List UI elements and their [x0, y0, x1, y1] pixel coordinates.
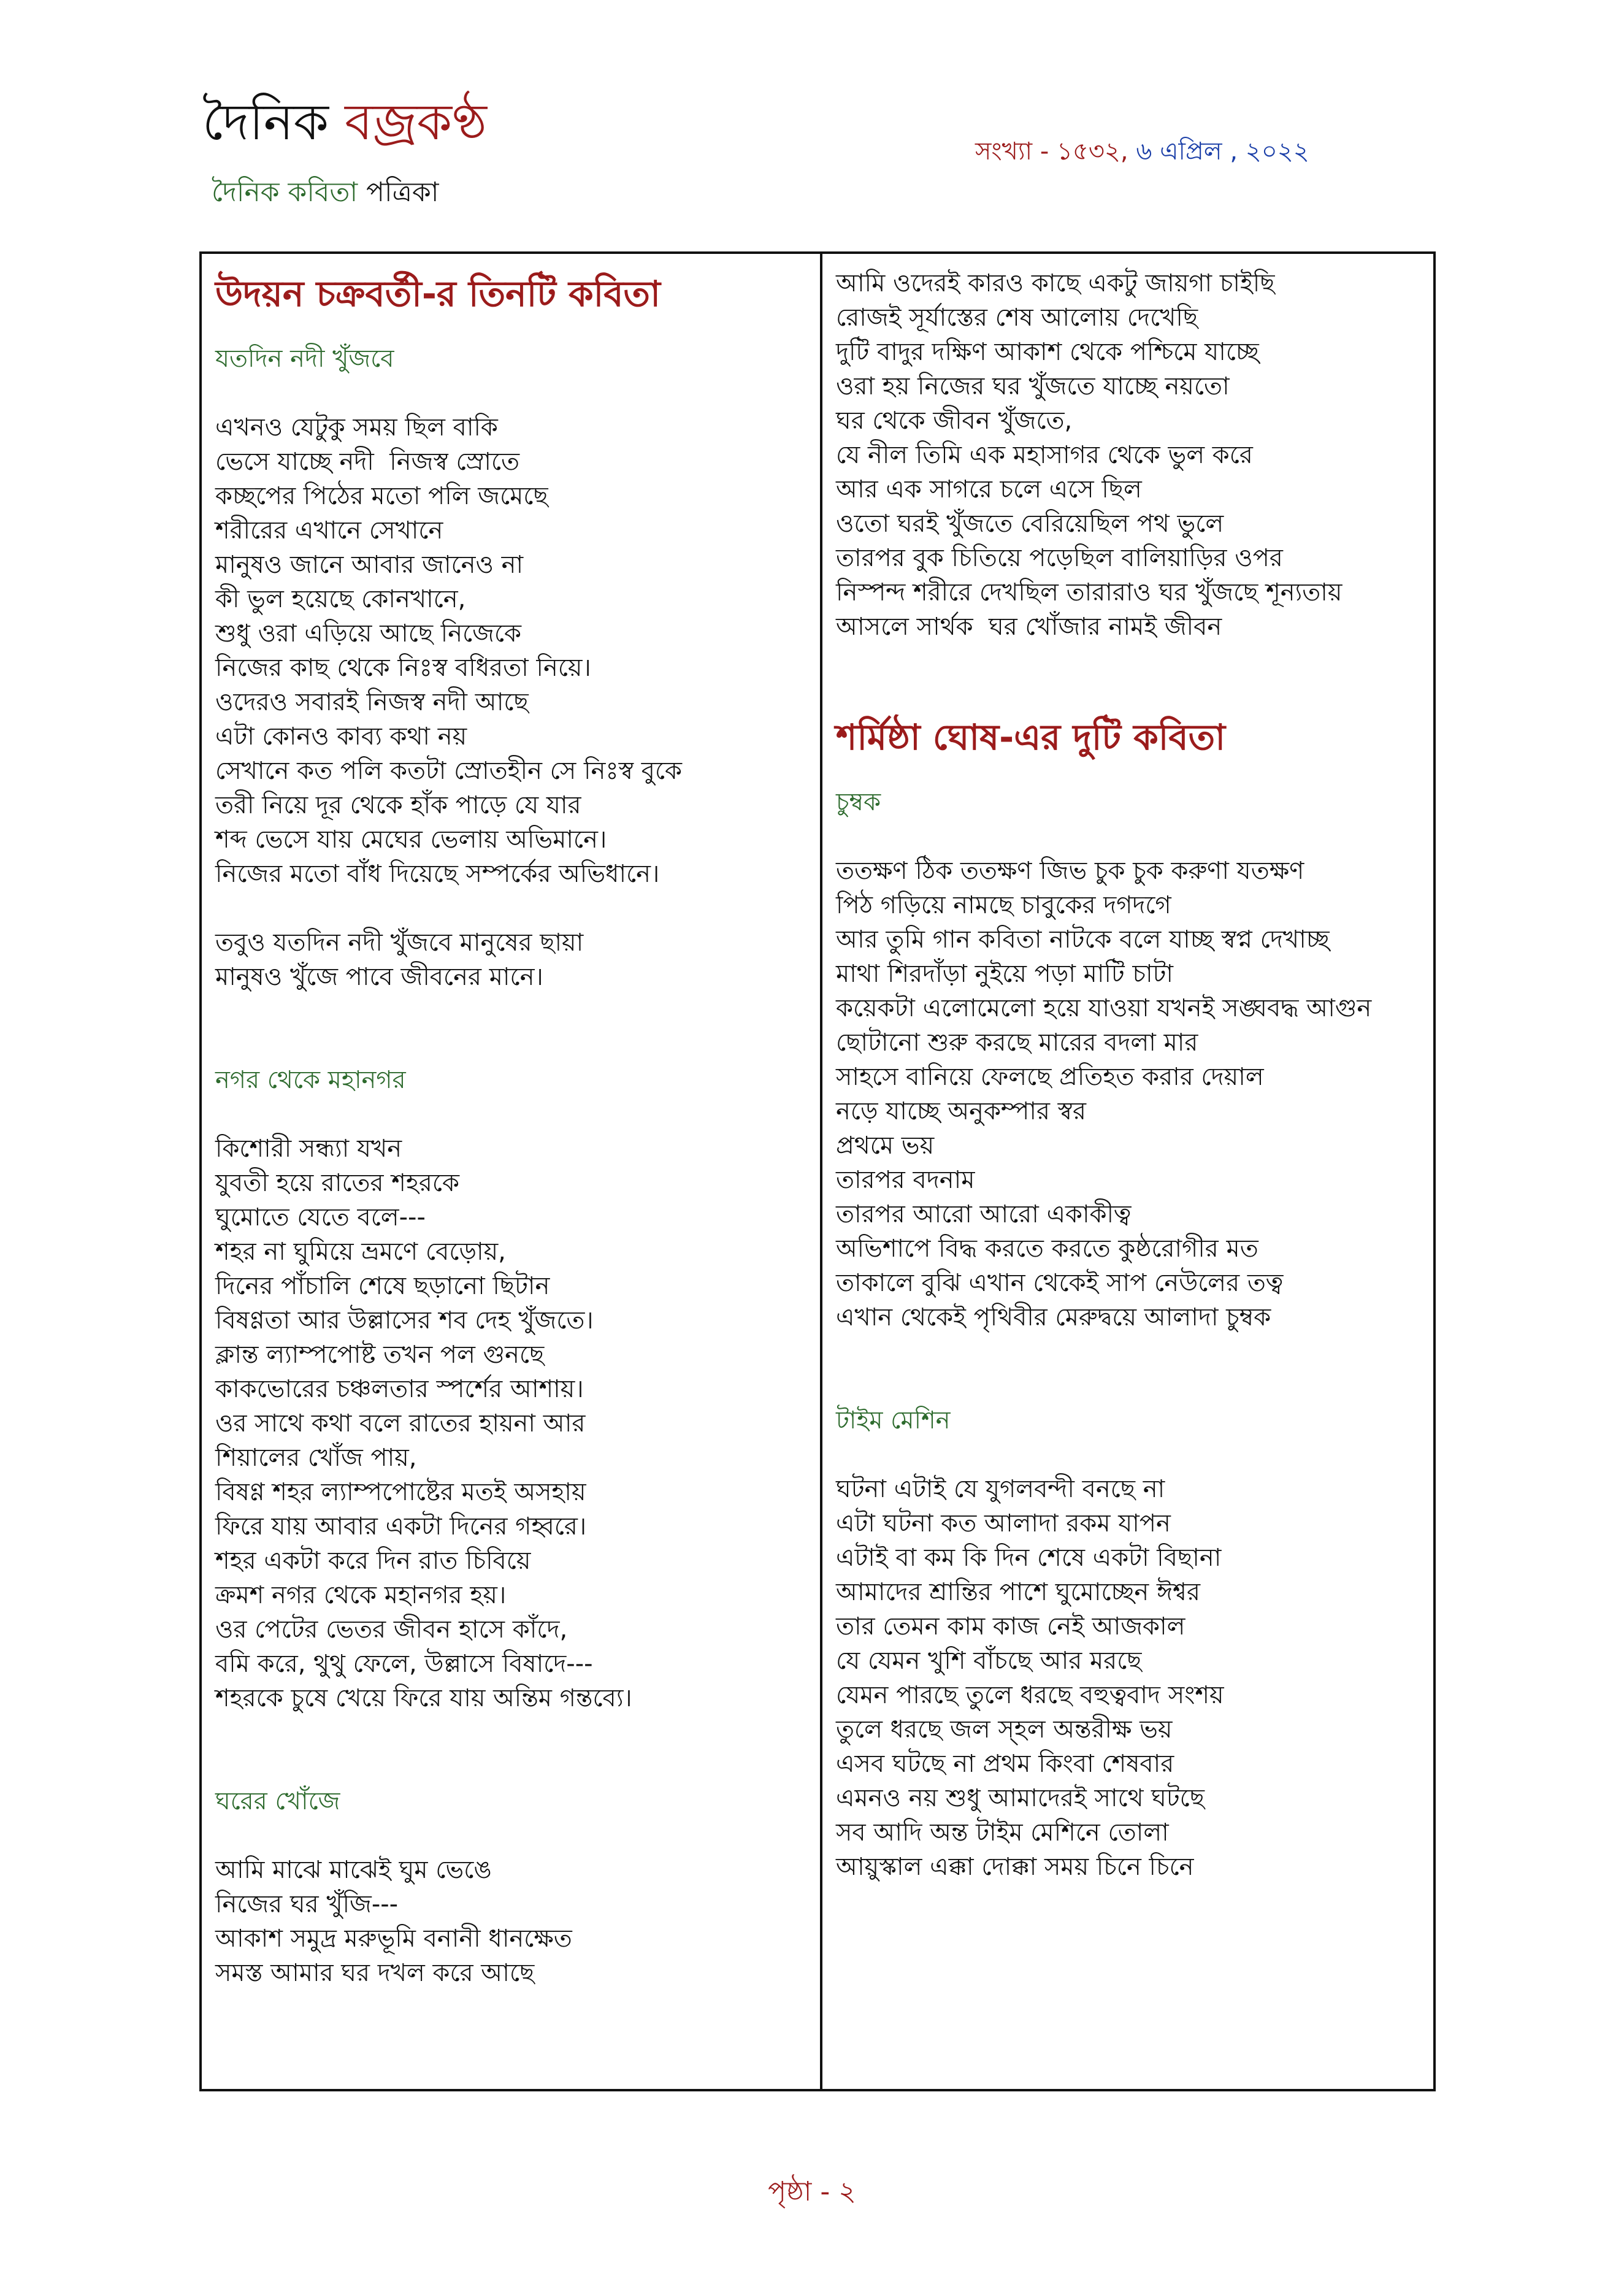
poem-line: সেখানে কত পলি কতটা স্রোতহীন সে নিঃস্ব বুকে — [215, 757, 683, 785]
poem-line: এখান থেকেই পৃথিবীর মেরুদ্বয়ে আলাদা চুম্বক — [836, 1303, 1271, 1331]
content-frame — [199, 251, 1436, 2091]
poem-line: বিষণ্ণতা আর উল্লাসের শব দেহ খুঁজতে। — [215, 1306, 594, 1335]
poem-line: ঘুমোতে যেতে বলে--- — [215, 1203, 426, 1232]
page-number: পৃষ্ঠা - ২ — [768, 2176, 856, 2207]
left-column — [202, 254, 820, 2089]
poem-line: ক্রমশ নগর থেকে মহানগর হয়। — [215, 1581, 507, 1609]
poem-line: ক্লান্ত ল্যাম্পপোষ্ট তখন পল গুনছে — [215, 1341, 545, 1369]
poem-line: নিজের ঘর খুঁজি--- — [215, 1890, 399, 1918]
poem-line: যেমন পারছে তুলে ধরছে বহুত্ববাদ সংশয় — [836, 1681, 1224, 1709]
poem-line: শহরকে চুষে খেয়ে ফিরে যায় অন্তিম গন্তব্যে। — [215, 1684, 632, 1712]
poem-line: প্রথমে ভয় — [836, 1132, 935, 1160]
poem-line: ছোটানো শুরু করছে মারের বদলা মার — [836, 1029, 1198, 1057]
poem-line: তবুও যতদিন নদী খুঁজবে মানুষের ছায়া — [215, 929, 584, 957]
poem-line: অভিশাপে বিদ্ধ করতে করতে কুষ্ঠরোগীর মত — [836, 1235, 1258, 1263]
poem-title: ঘরের খোঁজে — [215, 1787, 340, 1815]
poem-line: সব আদি অন্ত টাইম মেশিনে তোলা — [836, 1818, 1169, 1847]
poem-body — [215, 1853, 808, 1990]
issue-info — [975, 132, 1309, 173]
poem-line: তারপর বদনাম — [836, 1166, 975, 1194]
poem-line: শহর একটা করে দিন রাত চিবিয়ে — [215, 1547, 531, 1575]
right-column — [822, 254, 1433, 2089]
poem-line: তারপর বুক চিতিয়ে পড়েছিল বালিয়াড়ির ওপর — [836, 544, 1283, 572]
tagline-part2: পত্রিকা — [366, 177, 439, 208]
poem-line: ভেসে যাচ্ছে নদী নিজস্ব স্রোতে — [215, 448, 520, 476]
poem-line: শব্দ ভেসে যায় মেঘের ভেলায় অভিমানে। — [215, 826, 607, 854]
newspaper-title-part1: দৈনিক — [202, 93, 329, 151]
newspaper-title — [202, 92, 487, 153]
poem-line: যে যেমন খুশি বাঁচছে আর মরছে — [836, 1647, 1142, 1675]
poem-line: বিষণ্ণ শহর ল্যাম্পপোষ্টের মতই অসহায় — [215, 1478, 586, 1506]
poem-line: এটা ঘটনা কত আলাদা রকম যাপন — [836, 1509, 1171, 1538]
poem-title: নগর থেকে মহানগর — [215, 1066, 406, 1094]
poem-body — [836, 1472, 1422, 1884]
poet-heading-sharmistha: শর্মিষ্ঠা ঘোষ-এর দুটি কবিতা — [836, 716, 1226, 758]
poem-title: টাইম মেশিন — [836, 1406, 951, 1435]
poem-line: শিয়ালের খোঁজ পায়, — [215, 1444, 417, 1472]
poem-line: এমনও নয় শুধু আমাদেরই সাথে ঘটছে — [836, 1784, 1205, 1812]
poem-line: তারপর আরো আরো একাকীত্ব — [836, 1200, 1132, 1228]
poem-line: কী ভুল হয়েছে কোনখানে, — [215, 585, 466, 613]
poem-line: নিস্পন্দ শরীরে দেখছিল তারারাও ঘর খুঁজছে শূন্যতায় — [836, 578, 1342, 607]
poem-body — [215, 1132, 808, 1715]
poem-line: দিনের পাঁচালি শেষে ছড়ানো ছিটান — [215, 1272, 550, 1300]
poem-line: সমস্ত আমার ঘর দখল করে আছে — [215, 1959, 535, 1987]
poem-line: নিজের মতো বাঁধ দিয়েছে সম্পর্কের অভিধানে। — [215, 860, 660, 888]
poem-line: তরী নিয়ে দূর থেকে হাঁক পাড়ে যে যার — [215, 791, 581, 819]
poem-line: ঘর থেকে জীবন খুঁজতে, — [836, 407, 1073, 435]
poem-line: আয়ুস্কাল এক্কা দোক্কা সময় চিনে চিনে — [836, 1853, 1194, 1881]
poem-line: আর এক সাগরে চলে এসে ছিল — [836, 475, 1142, 504]
poem-line: ওর পেটের ভেতর জীবন হাসে কাঁদে, — [215, 1615, 568, 1644]
poem-line: মানুষও জানে আবার জানেও না — [215, 551, 524, 579]
poem-line: এটা কোনও কাব্য কথা নয় — [215, 722, 467, 751]
poet-heading-uday: উদয়ন চক্রবর্তী-র তিনটি কবিতা — [215, 273, 661, 315]
poem-line: কয়েকটা এলোমেলো হয়ে যাওয়া যখনই সঙ্ঘবদ্ধ আগুন — [836, 994, 1372, 1022]
poem-line: ওরা হয় নিজের ঘর খুঁজতে যাচ্ছে নয়তো — [836, 372, 1230, 400]
poem-line: কাকভোরের চঞ্চলতার স্পর্শের আশায়। — [215, 1375, 584, 1403]
poem-line: শরীরের এখানে সেখানে — [215, 516, 443, 545]
poem-line: পিঠ গড়িয়ে নামছে চাবুকের দগদগে — [836, 891, 1171, 919]
poem-line: মানুষও খুঁজে পাবে জীবনের মানে। — [215, 963, 543, 991]
poem-line: মাথা শিরদাঁড়া নুইয়ে পড়া মাটি চাটা — [836, 960, 1174, 988]
poem-line — [215, 891, 808, 925]
poem-line: যুবতী হয়ে রাতের শহরকে — [215, 1169, 459, 1197]
poem-line: কচ্ছপের পিঠের মতো পলি জমেছে — [215, 482, 548, 510]
newspaper-title-part2: বজ্রকণ্ঠ — [345, 93, 487, 151]
poem-line: নিজের কাছ থেকে নিঃস্ব বধিরতা নিয়ে। — [215, 654, 591, 682]
poem-line: তুলে ধরছে জল স্হল অন্তরীক্ষ ভয় — [836, 1715, 1173, 1744]
poem-line: আকাশ সমুদ্র মরুভূমি বনানী ধানক্ষেত — [215, 1925, 572, 1953]
poem-body — [215, 410, 808, 994]
tagline-part1: দৈনিক কবিতা — [212, 177, 358, 208]
masthead — [202, 92, 487, 153]
poem-line: ওর সাথে কথা বলে রাতের হায়না আর — [215, 1409, 586, 1438]
poem-line: আমাদের শ্রান্তির পাশে ঘুমোচ্ছেন ঈশ্বর — [836, 1578, 1200, 1606]
poem-line: ওদেরও সবারই নিজস্ব নদী আছে — [215, 688, 529, 716]
poem-line: তাকালে বুঝি এখান থেকেই সাপ নেউলের তত্ব — [836, 1269, 1284, 1297]
issue-date: ৬ এপ্রিল , ২০২২ — [1136, 137, 1309, 166]
poem-line: তার তেমন কাম কাজ নেই আজকাল — [836, 1612, 1185, 1641]
poem-line: এটাই বা কম কি দিন শেষে একটা বিছানা — [836, 1544, 1222, 1572]
poem-line: যে নীল তিমি এক মহাসাগর থেকে ভুল করে — [836, 441, 1253, 469]
poem-line: দুটি বাদুর দক্ষিণ আকাশ থেকে পশ্চিমে যাচ্ছে — [836, 338, 1259, 366]
poem-line: আমি মাঝে মাঝেই ঘুম ভেঙে — [215, 1856, 492, 1884]
poem-line: সাহসে বানিয়ে ফেলছে প্রতিহত করার দেয়াল — [836, 1063, 1264, 1091]
poem-line: ঘটনা এটাই যে যুগলবন্দী বনছে না — [836, 1475, 1165, 1503]
poem-body-continued — [836, 266, 1422, 644]
poem-line: ফিরে যায় আবার একটা দিনের গহ্বরে। — [215, 1512, 587, 1541]
poem-line: শহর না ঘুমিয়ে ভ্রমণে বেড়োয়, — [215, 1238, 506, 1266]
poem-line: আসলে সার্থক ঘর খোঁজার নামই জীবন — [836, 613, 1222, 641]
poem-title: যতদিন নদী খুঁজবে — [215, 345, 394, 373]
poem-line: নড়ে যাচ্ছে অনুকম্পার স্বর — [836, 1097, 1087, 1125]
poem-line: ততক্ষণ ঠিক ততক্ষণ জিভ চুক চুক করুণা যতক্ষণ — [836, 857, 1304, 885]
poem-line: এখনও যেটুকু সময় ছিল বাকি — [215, 413, 498, 442]
poem-line: রোজই সূর্যাস্তের শেষ আলোয় দেখেছি — [836, 304, 1198, 332]
poem-line: শুধু ওরা এড়িয়ে আছে নিজেকে — [215, 619, 522, 648]
poem-line: কিশোরী সন্ধ্যা যখন — [215, 1135, 402, 1163]
poem-line: ওতো ঘরই খুঁজতে বেরিয়েছিল পথ ভুলে — [836, 510, 1224, 538]
poem-line: এসব ঘটছে না প্রথম কিংবা শেষবার — [836, 1750, 1174, 1778]
poem-title: চুম্বক — [836, 788, 881, 816]
poem-body — [836, 854, 1422, 1335]
tagline — [212, 172, 439, 216]
poem-line: আমি ওদেরই কারও কাছে একটু জায়গা চাইছি — [836, 269, 1275, 297]
poem-line: বমি করে, থুথু ফেলে, উল্লাসে বিষাদে--- — [215, 1650, 593, 1678]
poem-line: আর তুমি গান কবিতা নাটকে বলে যাচ্ছ স্বপ্ন দেখাচ্ছ — [836, 925, 1330, 954]
issue-number: সংখ্যা - ১৫৩২, — [975, 137, 1128, 166]
